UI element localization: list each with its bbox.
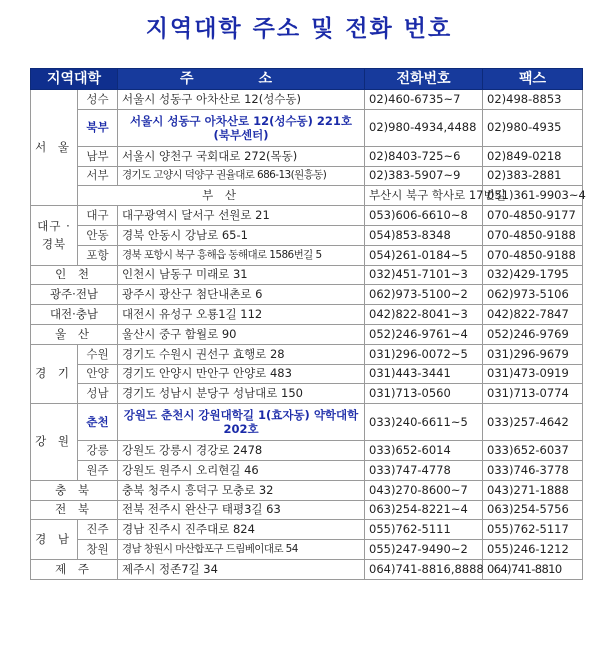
phone-cell: 052)246-9761~4	[365, 324, 483, 344]
address-cell: 충북 청주시 흥덕구 모충로 32	[118, 480, 365, 500]
fax-cell: 031)296-9679	[483, 344, 583, 364]
table-row	[31, 384, 583, 404]
table-row	[31, 245, 583, 265]
address-cell: 강원도 춘천시 강원대학길 1(효자동) 약학대학 202호	[118, 404, 365, 441]
address-cell: 서울시 양천구 국회대로 272(목동)	[118, 146, 365, 166]
fax-cell: 070-4850-9188	[483, 245, 583, 265]
sub-region-cell: 대구	[78, 206, 118, 226]
fax-cell: 033)746-3778	[483, 460, 583, 480]
fax-cell: 031)713-0774	[483, 384, 583, 404]
phone-cell: 051)361-9903~4	[483, 186, 583, 206]
fax-cell: 070-4850-9177	[483, 206, 583, 226]
table-row	[31, 146, 583, 166]
sub-region-cell: 포항	[78, 245, 118, 265]
fax-cell: 02)980-4935	[483, 109, 583, 146]
phone-cell: 055)762-5111	[365, 520, 483, 540]
table-row	[31, 225, 583, 245]
region-cell: 대구 · 경북	[31, 206, 78, 265]
region-cell: 경 남	[31, 520, 78, 560]
region-cell: 충 북	[31, 480, 118, 500]
header-phone: 전화번호	[365, 69, 483, 90]
fax-cell: 062)973-5106	[483, 285, 583, 305]
table-row	[31, 500, 583, 520]
phone-cell: 043)270-8600~7	[365, 480, 483, 500]
table-row	[31, 166, 583, 186]
address-cell: 전북 전주시 완산구 태평3길 63	[118, 500, 365, 520]
fax-cell: 02)849-0218	[483, 146, 583, 166]
address-cell: 인천시 남동구 미래로 31	[118, 265, 365, 285]
phone-cell: 064)741-8816,8888	[365, 559, 483, 579]
address-cell: 경북 포항시 북구 흥해읍 동해대로 1586번길 5	[118, 245, 365, 265]
phone-cell: 031)296-0072~5	[365, 344, 483, 364]
sub-region-cell: 진주	[78, 520, 118, 540]
region-cell: 경 기	[31, 344, 78, 403]
fax-cell: 02)498-8853	[483, 90, 583, 110]
phone-cell: 054)261-0184~5	[365, 245, 483, 265]
phone-cell: 033)747-4778	[365, 460, 483, 480]
phone-cell: 062)973-5100~2	[365, 285, 483, 305]
address-cell: 경북 안동시 강남로 65-1	[118, 225, 365, 245]
sub-region-cell: 북부	[78, 109, 118, 146]
fax-cell: 042)822-7847	[483, 305, 583, 325]
region-cell: 광주·전남	[31, 285, 118, 305]
fax-cell: 063)254-5756	[483, 500, 583, 520]
table-row	[31, 364, 583, 384]
sub-region-cell: 서부	[78, 166, 118, 186]
address-cell: 서울시 성동구 아차산로 12(성수동) 221호 (북부센터)	[118, 109, 365, 146]
address-cell: 강원도 강릉시 경강로 2478	[118, 441, 365, 461]
table-row	[31, 404, 583, 441]
fax-cell: 033)257-4642	[483, 404, 583, 441]
region-cell: 전 북	[31, 500, 118, 520]
phone-cell: 031)443-3441	[365, 364, 483, 384]
fax-cell: 031)473-0919	[483, 364, 583, 384]
phone-cell: 02)8403-725~6	[365, 146, 483, 166]
page-title: 지역대학 주소 및 전화 번호	[145, 16, 453, 42]
sub-region-cell: 수원	[78, 344, 118, 364]
address-cell: 제주시 정존7길 34	[118, 559, 365, 579]
region-cell: 제 주	[31, 559, 118, 579]
fax-cell: 055)246-1212	[483, 540, 583, 560]
phone-cell: 031)713-0560	[365, 384, 483, 404]
phone-cell: 02)980-4934,4488	[365, 109, 483, 146]
address-cell: 광주시 광산구 첨단내촌로 6	[118, 285, 365, 305]
address-cell: 부산시 북구 학사로 17번길	[365, 186, 483, 206]
region-cell: 강 원	[31, 404, 78, 481]
table-row	[31, 285, 583, 305]
sub-region-cell: 춘천	[78, 404, 118, 441]
fax-cell: 052)246-9769	[483, 324, 583, 344]
table-row	[31, 441, 583, 461]
fax-cell: 033)652-6037	[483, 441, 583, 461]
phone-cell: 054)853-8348	[365, 225, 483, 245]
sub-region-cell: 안동	[78, 225, 118, 245]
phone-cell: 033)652-6014	[365, 441, 483, 461]
table-row	[31, 324, 583, 344]
fax-cell: 070-4850-9188	[483, 225, 583, 245]
phone-cell: 055)247-9490~2	[365, 540, 483, 560]
header-fax: 팩스	[483, 69, 583, 90]
address-cell: 울산시 중구 함월로 90	[118, 324, 365, 344]
table-row	[31, 460, 583, 480]
fax-cell: 02)383-2881	[483, 166, 583, 186]
phone-cell: 063)254-8221~4	[365, 500, 483, 520]
sub-region-cell: 원주	[78, 460, 118, 480]
table-row	[31, 305, 583, 325]
region-cell: 인 천	[31, 265, 118, 285]
address-cell: 경기도 고양시 덕양구 권율대로 686-13(원흥동)	[118, 166, 365, 186]
fax-cell: 043)271-1888	[483, 480, 583, 500]
phone-cell: 02)460-6735~7	[365, 90, 483, 110]
sub-region-cell: 창원	[78, 540, 118, 560]
region-cell: 대전·충남	[31, 305, 118, 325]
sub-region-cell: 성남	[78, 384, 118, 404]
address-cell: 경남 진주시 진주대로 824	[118, 520, 365, 540]
table-row	[31, 186, 583, 206]
phone-cell: 032)451-7101~3	[365, 265, 483, 285]
region-cell: 울 산	[31, 324, 118, 344]
region-cell: 부 산	[78, 186, 365, 206]
sub-region-cell: 강릉	[78, 441, 118, 461]
contact-table	[30, 68, 586, 580]
address-cell: 경기도 성남시 분당구 성남대로 150	[118, 384, 365, 404]
fax-cell: 064)741-8810	[483, 559, 583, 579]
region-cell: 서 울	[31, 90, 78, 206]
sub-region-cell: 성수	[78, 90, 118, 110]
address-cell: 강원도 원주시 오리현길 46	[118, 460, 365, 480]
table-row	[31, 559, 583, 579]
address-cell: 대전시 유성구 오룡1길 112	[118, 305, 365, 325]
table-row	[31, 480, 583, 500]
sub-region-cell: 안양	[78, 364, 118, 384]
phone-cell: 033)240-6611~5	[365, 404, 483, 441]
phone-cell: 053)606-6610~8	[365, 206, 483, 226]
address-cell: 대구광역시 달서구 선원로 21	[118, 206, 365, 226]
phone-cell: 042)822-8041~3	[365, 305, 483, 325]
fax-cell: 055)762-5117	[483, 520, 583, 540]
header-region: 지역대학	[31, 69, 118, 90]
table-row	[31, 344, 583, 364]
table-row	[31, 109, 583, 146]
header-address: 주 소	[118, 69, 365, 90]
table-row	[31, 520, 583, 540]
phone-cell: 02)383-5907~9	[365, 166, 483, 186]
address-cell: 경기도 수원시 권선구 효행로 28	[118, 344, 365, 364]
table-row	[31, 540, 583, 560]
address-cell: 경남 창원시 마산합포구 드림베이대로 54	[118, 540, 365, 560]
table-header-row	[31, 69, 583, 90]
address-cell: 경기도 안양시 만안구 안양로 483	[118, 364, 365, 384]
sub-region-cell: 남부	[78, 146, 118, 166]
address-cell: 서울시 성동구 아차산로 12(성수동)	[118, 90, 365, 110]
table-row	[31, 265, 583, 285]
table-row	[31, 90, 583, 110]
table-row	[31, 206, 583, 226]
fax-cell: 032)429-1795	[483, 265, 583, 285]
